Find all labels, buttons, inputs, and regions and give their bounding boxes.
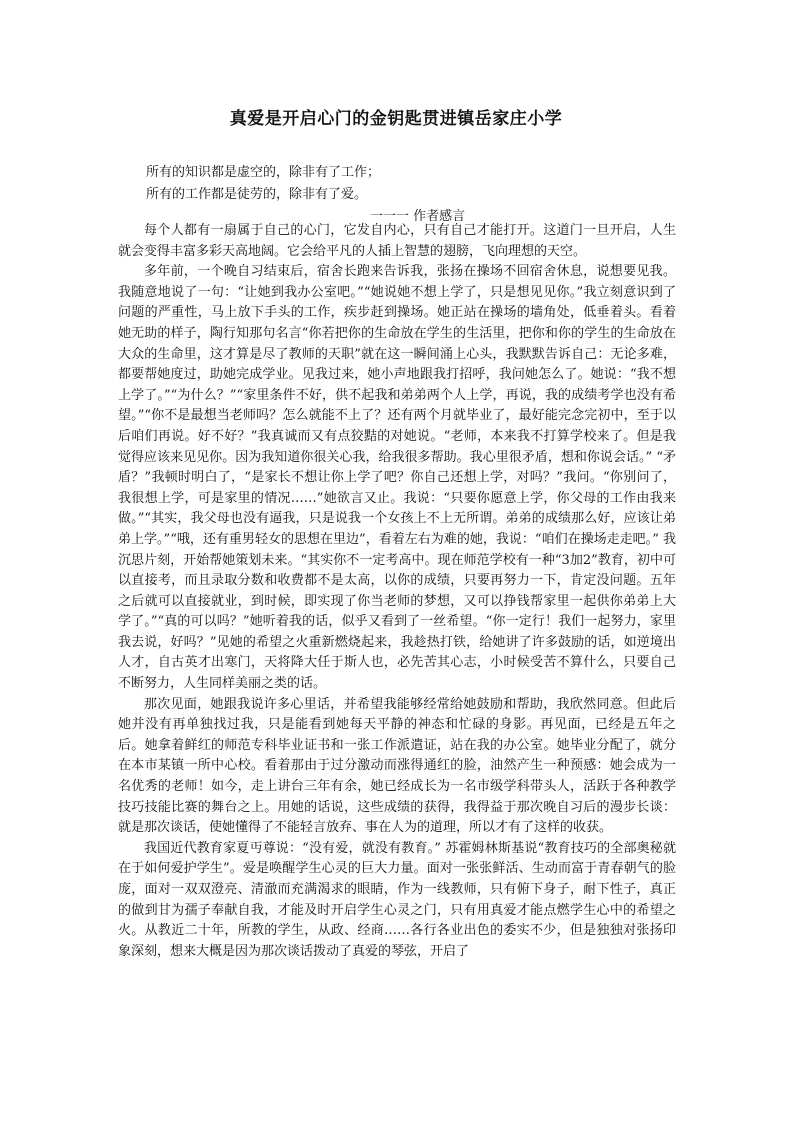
paragraph: 每个人都有一扇属于自己的心门，它发自内心，只有自己才能打开。这道门一旦开启，人生就会变得丰富多彩天高地阔。它会给平凡的人插上智慧的翅膀，飞向理想的天空。 <box>118 223 676 259</box>
paragraph: 我国近代教育家夏丏尊说：“没有爱，就没有教育。” 苏霍姆林斯基说“教育技巧的全部奥秘就在于如何爱护学生”。爱是唤醒学生心灵的巨大力量。面对一张张鲜活、生动而富于青春朝气的脸庞，面对一双双澄亮、清澈而充满渴求的眼睛，作为一线教师，只有俯下身子，耐下性子，真正的做到甘为孺子奉献自我，才能及时开启学生心灵之门，只有用真爱才能点燃学生心中的希望之火。从教近二十年，所教的学生，从政、经商……各行各业出色的委实不少，但是独独对张扬印象深刻，想来大概是因为那次谈话拨动了真爱的琴弦，开启了 <box>118 840 676 959</box>
epigraph-line-1: 所有的知识都是虚空的，除非有了工作； <box>146 165 381 180</box>
paragraph: 多年前，一个晚自习结束后，宿舍长跑来告诉我，张扬在操场不回宿舍休息，说想要见我。我随意地说了一句：“让她到我办公室吧。”“她说她不想上学了，只是想见见你。”我立刻意识到了问题的严重性，马上放下手头的工作，疾步赶到操场。她正站在操场的墙角处，低垂着头。看着她无助的样子，陶行知那句名言“你若把你的生命放在学生的生活里，把你和你的学生的生命放在大众的生命里，这才算是尽了教师的天职”就在这一瞬间涌上心头，我默默告诉自己：无论多难，都要帮她度过，助她完成学业。见我过来，她小声地跟我打招呼，我问她怎么了。她说：“我不想上学了。”“为什么？”“家里条件不好，供不起我和弟弟两个人上学，再说，我的成绩考学也没有希望。”“你不是最想当老师吗？怎么就能不上了？还有两个月就毕业了，最好能完念完初中，至于以后咱们再说。好不好？”我真诚而又有点狡黠的对她说。“老师，本来我不打算学校来了。但是我觉得应该来见见你。因为我知道你很关心我，给我很多帮助。我心里很矛盾，想和你说会话。” “矛盾？”我顿时明白了，“是家长不想让你上学了吧？你自己还想上学，对吗？”我问。“你别问了，我很想上学，可是家里的情况……”她欲言又止。我说：“只要你愿意上学，你父母的工作由我来做。”“其实，我父母也没有逼我，只是说我一个女孩上不上无所谓。弟弟的成绩那么好，应该让弟弟上学。”“哦，还有重男轻女的思想在里边”，看着左右为难的她，我说：“咱们在操场走走吧。” 我沉思片刻，开始帮她策划未来。“其实你不一定考高中。现在师范学校有一种“3加2”教育，初中可以直接考，而且录取分数和收费都不是太高，以你的成绩，只要再努力一下，肯定没问题。五年之后就可以直接就业，到时候，即实现了你当老师的梦想，又可以挣钱帮家里一起供你弟弟上大学了。”“真的可以吗？”她听着我的话，似乎又看到了一丝希望。“你一定行！我们一起努力，家里我去说，好吗？”见她的希望之火重新燃烧起来，我趁热打铁，给她讲了许多鼓励的话，如逆境出人才，自古英才出寒门，天将降大任于斯人也，必先苦其心志，小时候受苦不算什么，只要自己不断努力，人生同样美丽之类的话。 <box>118 264 676 692</box>
document-title: 真爱是开启心门的金钥匙贯进镇岳家庄小学 <box>229 109 563 129</box>
epigraph-line-2: 所有的工作都是徒劳的，除非有了爱。 <box>146 187 368 202</box>
article-body <box>118 221 676 962</box>
epigraph-signature: 一一一 作者感言 <box>370 209 466 224</box>
paragraph: 那次见面，她跟我说许多心里话，并希望我能够经常给她鼓励和帮助，我欣然同意。但此后她并没有再单独找过我，只是能看到她每天平静的神态和忙碌的身影。再见面，已经是五年之后。她拿着鲜红的师范专科毕业证书和一张工作派遣证，站在我的办公室。她毕业分配了，就分在本市某镇一所中心校。看着那由于过分激动而涨得通红的脸，油然产生一种预感：她会成为一名优秀的老师！如今，走上讲台三年有余，她已经成长为一名市级学科带头人，活跃于各种教学技巧技能比赛的舞台之上。用她的话说，这些成绩的获得，我得益于那次晚自习后的漫步长谈：就是那次谈话，使她懂得了不能轻言放弃、事在人为的道理，所以才有了这样的收获。 <box>118 696 676 836</box>
